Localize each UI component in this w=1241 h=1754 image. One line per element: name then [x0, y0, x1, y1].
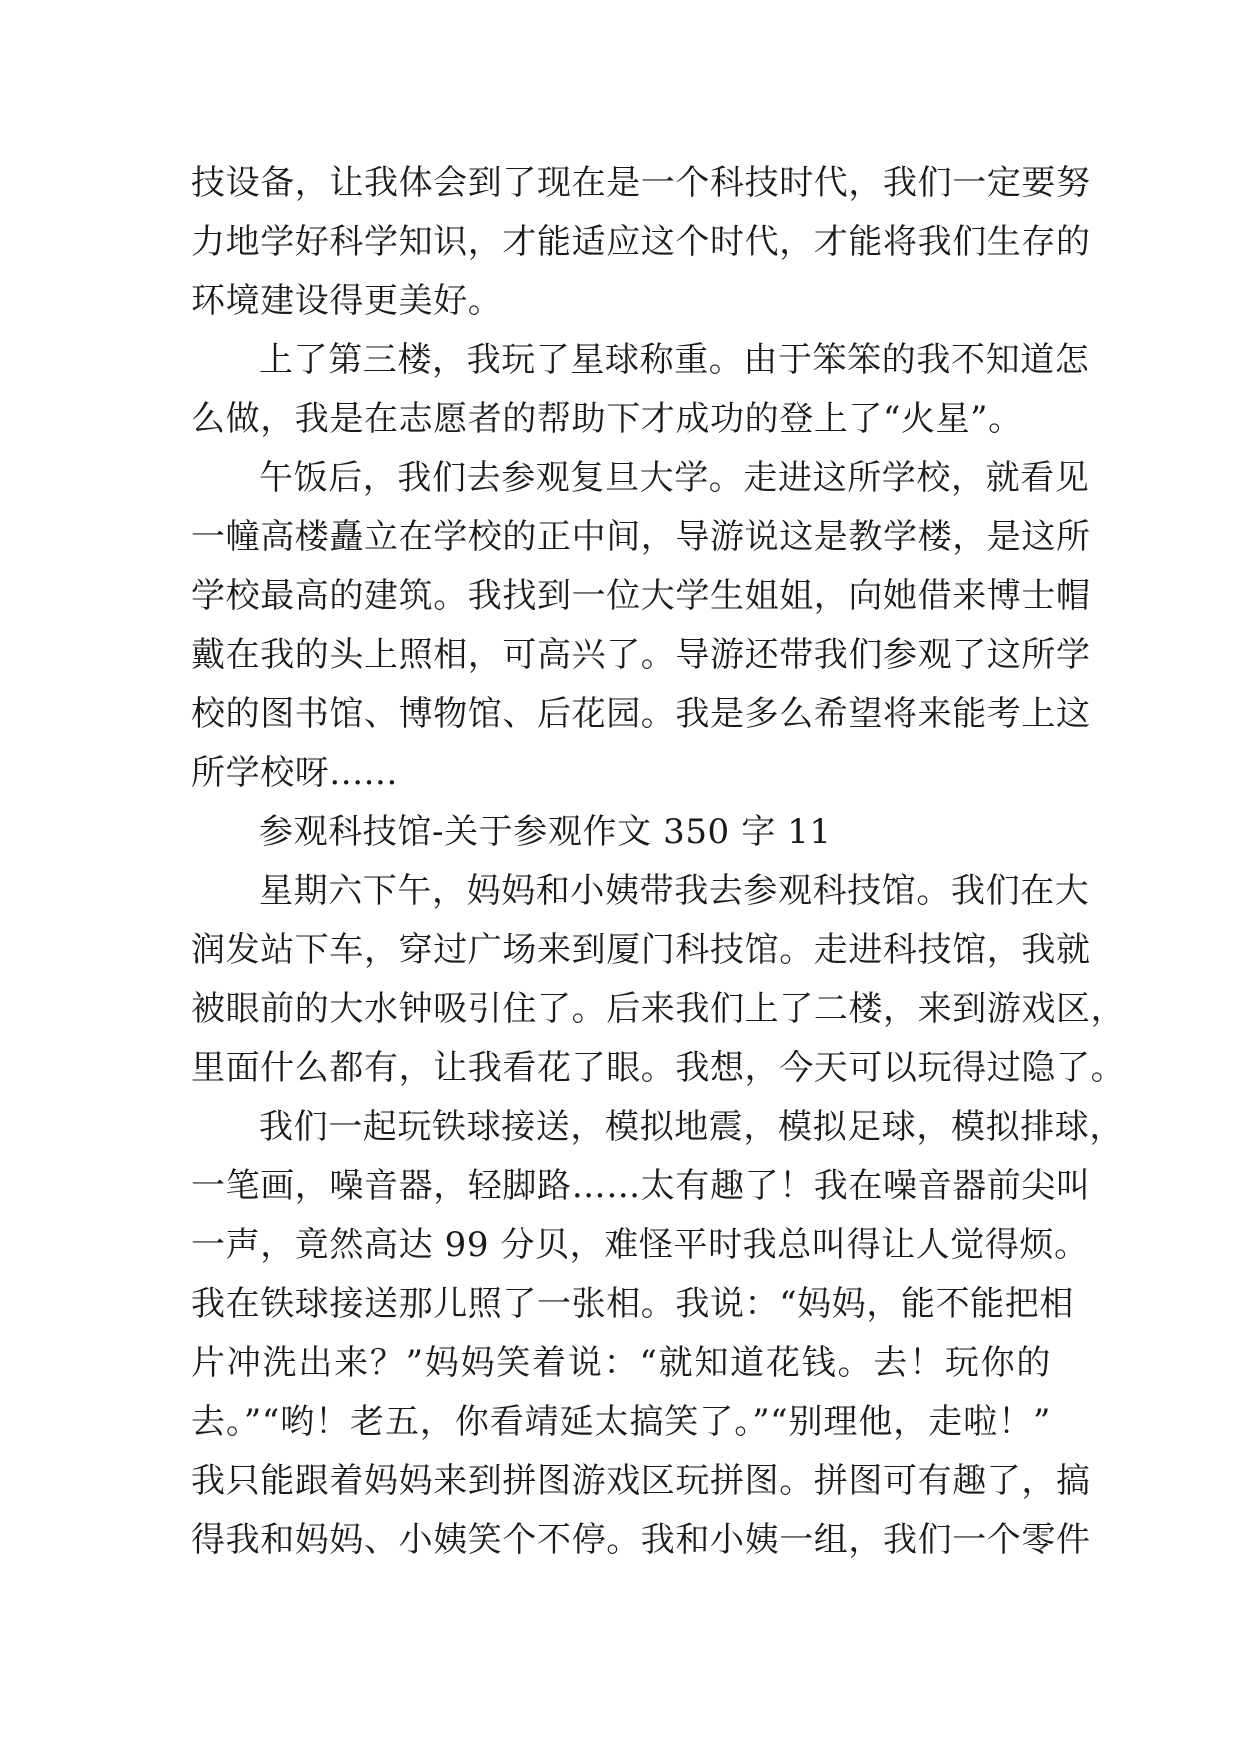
text-line: 我们一起玩铁球接送，模拟地震，模拟足球，模拟排球，: [259, 1107, 1124, 1147]
section-heading: 参观科技馆-关于参观作文 350 字 11: [259, 812, 832, 852]
text-line: 我只能跟着妈妈来到拼图游戏区玩拼图。拼图可有趣了，搞: [191, 1461, 1091, 1501]
body-text: [191, 154, 1126, 1570]
text-line: 一幢高楼矗立在学校的正中间，导游说这是教学楼，是这所: [191, 517, 1091, 557]
text-line: 润发站下车，穿过广场来到厦门科技馆。走进科技馆，我就: [191, 930, 1091, 970]
text-line: 里面什么都有，让我看花了眼。我想，今天可以玩得过隐了。: [191, 1048, 1126, 1088]
text-line: 片冲洗出来？”妈妈笑着说：“就知道花钱。去！玩你的: [191, 1343, 1051, 1383]
text-line: 么做，我是在志愿者的帮助下才成功的登上了“火星”。: [191, 399, 1023, 439]
text-line: 戴在我的头上照相，可高兴了。导游还带我们参观了这所学: [191, 635, 1091, 675]
text-line: 校的图书馆、博物馆、后花园。我是多么希望将来能考上这: [191, 694, 1091, 734]
text-line: 所学校呀......: [191, 753, 398, 793]
text-line: 环境建设得更美好。: [191, 281, 503, 321]
text-line: 被眼前的大水钟吸引住了。后来我们上了二楼，来到游戏区，: [191, 989, 1126, 1029]
text-line: 一笔画，噪音器，轻脚路……太有趣了！我在噪音器前尖叫: [191, 1166, 1091, 1206]
text-line: 学校最高的建筑。我找到一位大学生姐姐，向她借来博士帽: [191, 576, 1091, 616]
text-line: 一声，竟然高达 99 分贝，难怪平时我总叫得让人觉得烦。: [191, 1225, 1089, 1265]
text-line: 得我和妈妈、小姨笑个不停。我和小姨一组，我们一个零件: [191, 1520, 1091, 1560]
text-line: 去。”“哟！老五，你看靖延太搞笑了。”“别理他，走啦！”: [191, 1402, 1051, 1442]
text-line: 星期六下午，妈妈和小姨带我去参观科技馆。我们在大: [259, 871, 1090, 911]
text-line: 技设备，让我体会到了现在是一个科技时代，我们一定要努: [191, 163, 1091, 203]
text-line: 我在铁球接送那儿照了一张相。我说：“妈妈，能不能把相: [191, 1284, 1074, 1324]
text-line: 午饭后，我们去参观复旦大学。走进这所学校，就看见: [259, 458, 1090, 498]
text-line: 力地学好科学知识，才能适应这个时代，才能将我们生存的: [191, 222, 1091, 262]
text-line: 上了第三楼，我玩了星球称重。由于笨笨的我不知道怎: [259, 340, 1090, 380]
